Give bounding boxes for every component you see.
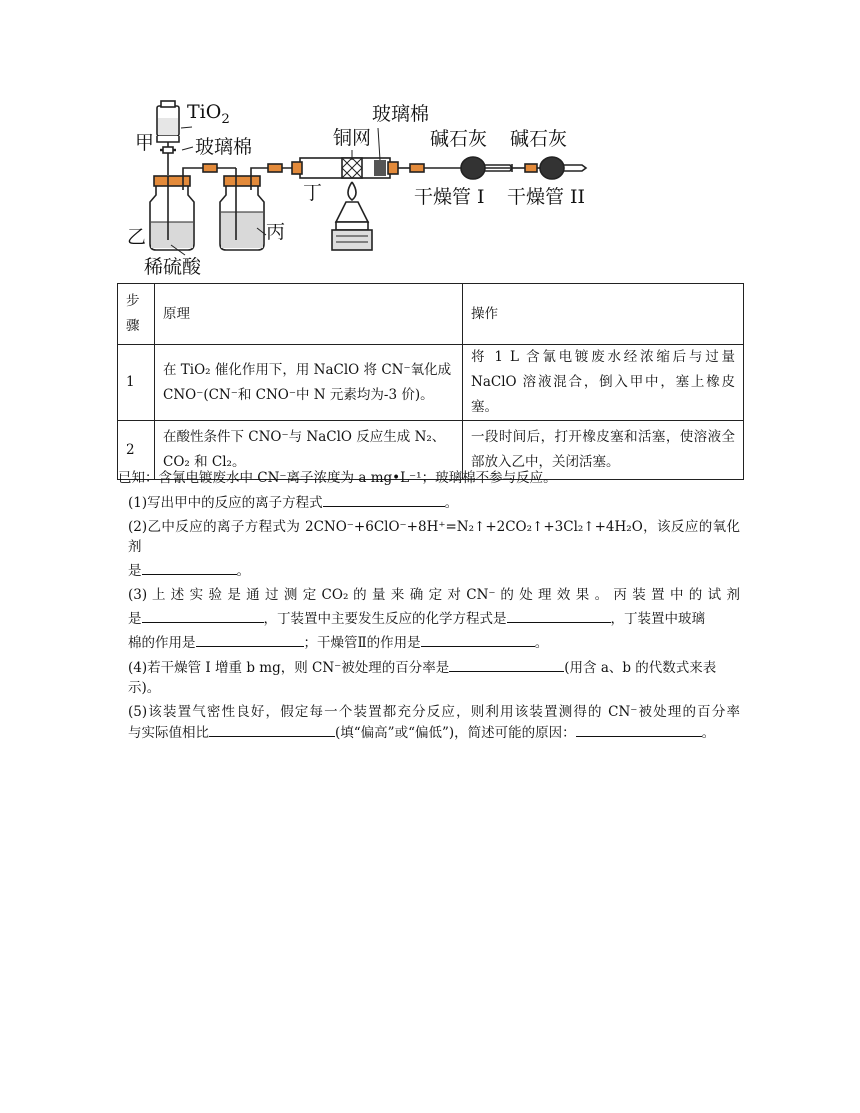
steps-table <box>117 283 744 480</box>
drying-tube-2 <box>540 157 586 179</box>
alcohol-lamp <box>332 182 372 250</box>
bottle-bing <box>220 168 300 250</box>
table-header-row <box>118 284 744 345</box>
question-3-cont2: 棉的作用是 ；干燥管Ⅱ的作用是 。 <box>128 632 740 653</box>
answer-blank[interactable] <box>323 492 445 507</box>
question-3: (3) 上 述 实 验 是 通 过 测 定 CO₂ 的 量 来 确 定 对 CN⁻ 的 处 理 效 果 。 丙 装 置 中 的 试 剂 <box>128 587 740 603</box>
label-drying-tube-1: 干燥管 I <box>414 186 485 208</box>
questions-block <box>118 468 740 743</box>
answer-blank[interactable] <box>421 632 535 647</box>
answer-blank[interactable] <box>209 722 335 737</box>
drying-tube-1 <box>461 157 540 179</box>
known-note: 已知：含氰电镀废水中 CN⁻离子浓度为 a mg•L⁻¹；玻璃棉不参与反应。 <box>118 470 557 486</box>
answer-blank[interactable] <box>196 632 304 647</box>
label-copper-mesh: 铜网 <box>333 127 372 149</box>
header-principle: 原理 <box>155 284 463 345</box>
label-glass-wool-jia: 玻璃棉 <box>195 136 253 158</box>
label-glass-wool-top: 玻璃棉 <box>372 103 430 125</box>
label-soda-lime-1: 碱石灰 <box>430 128 488 150</box>
answer-blank[interactable] <box>576 722 702 737</box>
label-jia: 甲 <box>135 132 155 154</box>
row-operation: 将 1 L 含氰电镀废水经浓缩后与过量 NaClO 溶液混合，倒入甲中，塞上橡皮塞。 <box>463 345 744 421</box>
header-step: 步骤 <box>118 284 155 345</box>
question-5: (5)该装置气密性良好，假定每一个装置都充分反应，则利用该装置测得的 CN⁻被处理的百分率 <box>128 704 740 720</box>
label-drying-tube-2: 干燥管 II <box>507 186 586 208</box>
row-principle: 在酸性条件下 CNO⁻与 NaClO 反应生成 N₂、CO₂ 和 Cl₂。 <box>155 421 463 480</box>
question-1: (1)写出甲中的反应的离子方程式 。 <box>128 492 740 513</box>
answer-blank[interactable] <box>142 608 264 623</box>
funnel-jia <box>157 101 179 175</box>
question-2: (2)乙中反应的离子方程式为 2CNO⁻+6ClO⁻+8H⁺=N₂↑+2CO₂↑+3Cl₂↑+4H₂O，该反应的氧化剂 <box>128 519 740 555</box>
tube-ding <box>292 158 462 178</box>
answer-blank[interactable] <box>449 657 564 672</box>
label-soda-lime-2: 碱石灰 <box>510 128 568 150</box>
question-3-cont: 是 ，丁装置中主要发生反应的化学方程式是 ，丁装置中玻璃 <box>128 608 740 629</box>
row-principle: 在 TiO₂ 催化作用下，用 NaClO 将 CN⁻氧化成 CNO⁻(CN⁻和 CNO⁻中 N 元素均为-3 价)。 <box>155 345 463 421</box>
answer-blank[interactable] <box>142 560 237 575</box>
label-ding: 丁 <box>303 182 323 204</box>
question-2-cont: 是 。 <box>128 560 740 581</box>
answer-blank[interactable] <box>507 608 611 623</box>
table-row <box>118 345 744 421</box>
question-5-cont: 与实际值相比 (填“偏高”或“偏低”)，简述可能的原因： 。 <box>128 722 740 743</box>
row-operation: 一段时间后，打开橡皮塞和活塞，使溶液全部放入乙中，关闭活塞。 <box>463 421 744 480</box>
row-step: 1 <box>118 345 155 421</box>
row-step: 2 <box>118 421 155 480</box>
label-yi: 乙 <box>127 226 147 248</box>
question-4: (4)若干燥管 I 增重 b mg，则 CN⁻被处理的百分率是 (用含 a、b 的代数式来表示)。 <box>128 657 740 698</box>
label-dilute-sulfuric-acid: 稀硫酸 <box>144 256 202 278</box>
label-tio2: TiO$_2$ <box>187 101 230 127</box>
label-bing: 丙 <box>266 221 286 243</box>
header-operation: 操作 <box>463 284 744 345</box>
